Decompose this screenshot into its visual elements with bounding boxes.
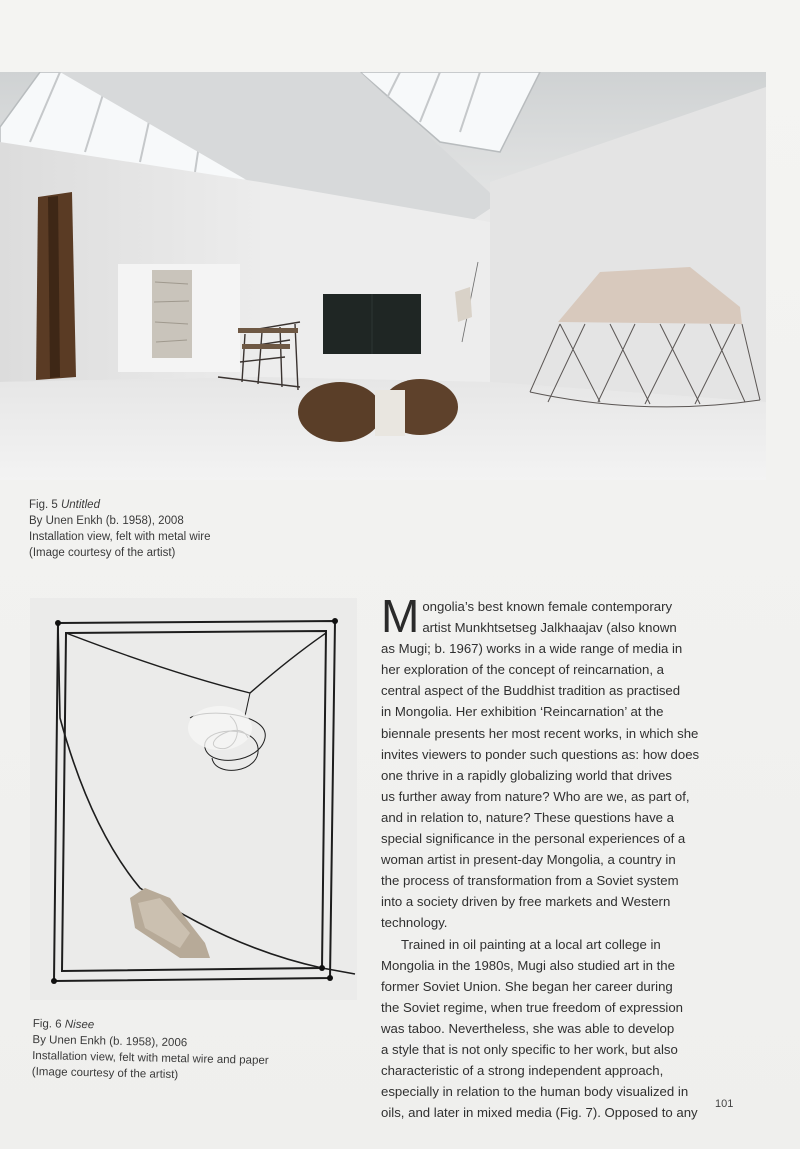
caption-line: By Unen Enkh (b. 1958), 2008: [29, 515, 184, 527]
caption-line: Installation view, felt with metal wire and paper: [32, 1049, 269, 1067]
caption-title: Nisee: [64, 1018, 95, 1032]
text-line: former Soviet Union. She began her career during: [381, 978, 673, 994]
caption-line: (Image courtesy of the artist): [29, 547, 176, 559]
text-line: us further away from nature? Who are we, as part of,: [381, 788, 690, 804]
wire-artwork-photo: [30, 598, 357, 1000]
figure-5-caption: [29, 497, 211, 561]
figure-6-caption: [32, 1016, 270, 1085]
caption-line: Installation view, felt with metal wire: [29, 531, 211, 543]
text-line: invites viewers to ponder such questions as: how does: [381, 746, 700, 762]
text-line: woman artist in present-day Mongolia, a country in: [381, 852, 676, 868]
text-line: oils, and later in mixed media (Fig. 7). Opposed to any: [381, 1105, 698, 1121]
text-line: characteristic of a strong independent approach,: [381, 1063, 664, 1079]
paragraph-1: [381, 590, 721, 934]
text-line: a style that is not only specific to her work, but also: [381, 1041, 678, 1057]
text-line: artist Munkhtsetseg Jalkhaajav (also known: [422, 620, 677, 636]
text-line: the process of transformation from a Soviet system: [381, 873, 679, 889]
article-body: [381, 590, 721, 1123]
drop-cap: M: [381, 590, 420, 642]
text-line: technology.: [381, 915, 448, 931]
caption-fig-label: Fig. 5: [29, 499, 61, 511]
text-line: one thrive in a rapidly globalizing world that drives: [381, 767, 673, 783]
text-line: as Mugi; b. 1967) works in a wide range of media in: [381, 641, 683, 657]
text-line: central aspect of the Buddhist tradition as practised: [381, 683, 681, 699]
text-line: her exploration of the concept of reincarnation, a: [381, 662, 664, 678]
gallery-installation-photo: [0, 72, 766, 480]
text-line: especially in relation to the human body visualized in: [381, 1084, 689, 1100]
text-line: Mongolia in the 1980s, Mugi also studied art in the: [381, 957, 675, 973]
page-number: 101: [715, 1098, 734, 1110]
text-line: biennale presents her most recent works, in which she: [381, 725, 699, 741]
text-line: Trained in oil painting at a local art college in: [401, 936, 661, 952]
text-line: the Soviet regime, when true freedom of expression: [381, 999, 684, 1015]
caption-title: Untitled: [60, 499, 100, 511]
caption-fig-label: Fig. 6: [32, 1017, 65, 1031]
caption-line: (Image courtesy of the artist): [31, 1065, 179, 1082]
text-line: into a society driven by free markets and Western: [381, 894, 671, 910]
text-line: in Mongolia. Her exhibition ‘Reincarnation’ at the: [381, 704, 664, 720]
text-line: special significance in the personal experiences of a: [381, 831, 686, 847]
text-line: ongolia’s best known female contemporary: [422, 599, 673, 614]
paragraph-2: [381, 934, 721, 1124]
text-line: and in relation to, nature? These questions have a: [381, 809, 675, 825]
caption-line: By Unen Enkh (b. 1958), 2006: [32, 1033, 188, 1050]
text-line: was taboo. Nevertheless, she was able to develop: [381, 1020, 675, 1036]
